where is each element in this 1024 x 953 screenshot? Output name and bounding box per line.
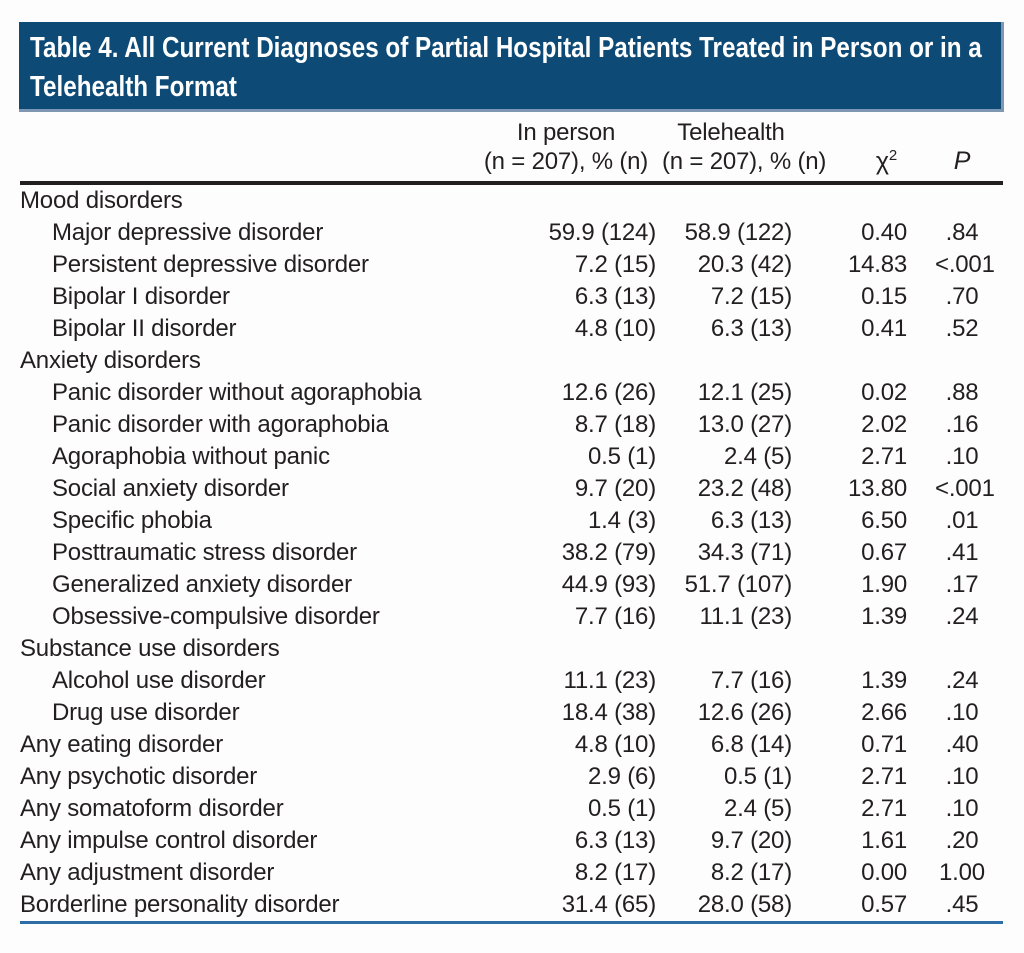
table-row	[20, 441, 1003, 473]
in-person-cell: 11.1 (23)	[563, 667, 656, 694]
table-row	[20, 281, 1003, 313]
in-person-cell: 8.7 (18)	[574, 411, 656, 438]
row-label-cell: Mood disorders	[20, 187, 183, 214]
table-row	[20, 537, 1003, 569]
row-label-cell: Bipolar I disorder	[52, 283, 230, 310]
table-row	[20, 889, 1003, 923]
diagnoses-table-container	[20, 112, 1003, 924]
table-row	[20, 793, 1003, 825]
table-row	[20, 601, 1003, 633]
in-person-cell: 44.9 (93)	[561, 571, 656, 598]
row-label-cell: Substance use disorders	[20, 635, 280, 662]
row-label-cell: Any adjustment disorder	[20, 859, 275, 886]
row-label-cell: Alcohol use disorder	[52, 667, 266, 694]
p-value-cell: .10	[945, 795, 979, 822]
p-value-cell	[935, 345, 1003, 377]
p-value-cell: .01	[945, 507, 979, 534]
telehealth-cell	[662, 345, 800, 377]
p-value-cell: .70	[945, 283, 979, 310]
row-label-cell: Specific phobia	[52, 507, 212, 534]
table-row	[20, 249, 1003, 281]
in-person-cell: 12.6 (26)	[561, 379, 656, 406]
table-row	[20, 409, 1003, 441]
in-person-cell: 9.7 (20)	[574, 475, 656, 502]
chi-symbol: χ	[875, 147, 889, 175]
table-row	[20, 505, 1003, 537]
row-label-cell: Any eating disorder	[20, 731, 223, 758]
chi-square-cell: 0.57	[861, 891, 907, 918]
row-label-cell: Obsessive-compulsive disorder	[52, 603, 380, 630]
telehealth-cell: 58.9 (122)	[684, 219, 792, 246]
telehealth-cell: 7.2 (15)	[710, 283, 792, 310]
header-p-value	[935, 112, 1003, 183]
row-label-cell: Anxiety disorders	[20, 347, 201, 374]
in-person-cell: 7.2 (15)	[574, 251, 656, 278]
table-row	[20, 569, 1003, 601]
chi-exponent: 2	[888, 146, 897, 164]
telehealth-cell: 2.4 (5)	[724, 795, 792, 822]
row-label-cell: Panic disorder without agoraphobia	[52, 379, 422, 406]
table-row	[20, 665, 1003, 697]
chi-square-cell: 0.00	[861, 859, 907, 886]
p-value-cell: .20	[945, 827, 979, 854]
p-value-cell: .10	[945, 763, 979, 790]
p-value-cell: .40	[945, 731, 979, 758]
section-row	[20, 183, 1003, 217]
in-person-cell: 2.9 (6)	[588, 763, 656, 790]
row-label-cell: Any somatoform disorder	[20, 795, 284, 822]
in-person-cell: 0.5 (1)	[588, 443, 656, 470]
table-title-bar	[19, 22, 1004, 112]
table-row	[20, 217, 1003, 249]
chi-square-cell: 0.71	[861, 731, 907, 758]
chi-square-cell: 0.67	[861, 539, 907, 566]
chi-square-cell	[800, 633, 935, 665]
p-value-cell: .24	[945, 603, 979, 630]
chi-square-cell: 1.39	[861, 667, 907, 694]
row-label-cell: Borderline personality disorder	[20, 891, 340, 918]
in-person-cell: 7.7 (16)	[574, 603, 656, 630]
telehealth-cell: 2.4 (5)	[724, 443, 792, 470]
chi-square-cell: 13.80	[847, 475, 907, 502]
telehealth-cell: 23.2 (48)	[697, 475, 792, 502]
telehealth-cell: 34.3 (71)	[697, 539, 792, 566]
telehealth-cell: 13.0 (27)	[697, 411, 792, 438]
row-label-cell: Generalized anxiety disorder	[52, 571, 352, 598]
in-person-cell: 0.5 (1)	[588, 795, 656, 822]
row-label-cell: Bipolar II disorder	[52, 315, 237, 342]
telehealth-cell	[662, 633, 800, 665]
p-value-cell: .24	[945, 667, 979, 694]
in-person-cell: 8.2 (17)	[574, 859, 656, 886]
p-value-cell: .45	[945, 891, 979, 918]
table-row	[20, 473, 1003, 505]
p-value-cell: 1.00	[939, 859, 985, 886]
row-label-cell: Drug use disorder	[52, 699, 240, 726]
table-row	[20, 377, 1003, 409]
chi-square-cell: 2.71	[861, 763, 907, 790]
chi-square-cell: 2.02	[861, 411, 907, 438]
p-value-cell: .10	[945, 443, 979, 470]
chi-square-cell: 0.40	[861, 219, 907, 246]
telehealth-cell: 20.3 (42)	[697, 251, 792, 278]
header-telehealth-line2: (n = 207), % (n)	[662, 148, 827, 175]
in-person-cell: 6.3 (13)	[574, 827, 656, 854]
header-telehealth-line1: Telehealth	[677, 119, 785, 146]
in-person-cell: 6.3 (13)	[574, 283, 656, 310]
telehealth-cell: 6.3 (13)	[710, 315, 792, 342]
chi-square-cell: 1.61	[861, 827, 907, 854]
in-person-cell	[470, 345, 662, 377]
header-in-person-line2: (n = 207), % (n)	[483, 148, 649, 175]
p-value-cell: <.001	[935, 251, 995, 278]
in-person-cell: 4.8 (10)	[574, 315, 656, 342]
header-row-label-spacer	[20, 112, 470, 183]
p-value-cell: <.001	[935, 475, 995, 502]
chi-square-cell: 0.41	[861, 315, 907, 342]
in-person-cell: 18.4 (38)	[561, 699, 656, 726]
row-label-cell: Social anxiety disorder	[52, 475, 289, 502]
row-label-cell: Persistent depressive disorder	[52, 251, 369, 278]
table-row	[20, 825, 1003, 857]
chi-square-cell: 6.50	[861, 507, 907, 534]
in-person-cell: 4.8 (10)	[574, 731, 656, 758]
telehealth-cell: 6.8 (14)	[710, 731, 792, 758]
telehealth-cell: 9.7 (20)	[710, 827, 792, 854]
row-label-cell: Agoraphobia without panic	[52, 443, 330, 470]
chi-square-cell: 2.66	[861, 699, 907, 726]
telehealth-cell: 12.6 (26)	[697, 699, 792, 726]
telehealth-cell	[662, 183, 800, 217]
row-label-cell: Panic disorder with agoraphobia	[52, 411, 389, 438]
chi-square-cell: 0.15	[861, 283, 907, 310]
telehealth-cell: 28.0 (58)	[697, 891, 792, 918]
chi-square-cell: 14.83	[847, 251, 907, 278]
chi-square-cell	[800, 183, 935, 217]
table-row	[20, 761, 1003, 793]
table-row	[20, 857, 1003, 889]
p-value-cell: .84	[945, 219, 979, 246]
telehealth-cell: 8.2 (17)	[710, 859, 792, 886]
p-value-cell: .52	[945, 315, 979, 342]
row-label-cell: Any impulse control disorder	[20, 827, 318, 854]
table-header	[20, 112, 1003, 183]
header-in-person-line1: In person	[516, 119, 616, 146]
header-row	[20, 112, 1003, 183]
row-label-cell: Major depressive disorder	[52, 219, 324, 246]
p-value-cell: .41	[945, 539, 979, 566]
section-row	[20, 345, 1003, 377]
in-person-cell	[470, 183, 662, 217]
telehealth-cell: 0.5 (1)	[724, 763, 792, 790]
row-label-cell: Posttraumatic stress disorder	[52, 539, 357, 566]
header-telehealth	[662, 112, 827, 183]
telehealth-cell: 51.7 (107)	[684, 571, 792, 598]
chi-square-cell: 0.02	[861, 379, 907, 406]
table-title: Table 4. All Current Diagnoses of Partial Hospital Patients Treated in Person or in a Telehealth Format	[30, 32, 982, 103]
p-value-cell: .88	[945, 379, 979, 406]
p-value-cell: .17	[945, 571, 979, 598]
table-row	[20, 729, 1003, 761]
in-person-cell: 38.2 (79)	[561, 539, 656, 566]
section-row	[20, 633, 1003, 665]
in-person-cell	[470, 633, 662, 665]
p-value-cell: .16	[945, 411, 979, 438]
p-value-cell	[935, 633, 1003, 665]
chi-square-cell: 2.71	[861, 795, 907, 822]
table-row	[20, 313, 1003, 345]
p-value-cell: .10	[945, 699, 979, 726]
telehealth-cell: 12.1 (25)	[697, 379, 792, 406]
chi-square-cell: 1.39	[861, 603, 907, 630]
chi-square-cell: 2.71	[861, 443, 907, 470]
telehealth-cell: 7.7 (16)	[710, 667, 792, 694]
p-value-cell	[935, 183, 1003, 217]
table-body	[20, 183, 1003, 923]
in-person-cell: 59.9 (124)	[548, 219, 656, 246]
chi-square-cell	[800, 345, 935, 377]
in-person-cell: 1.4 (3)	[588, 507, 656, 534]
in-person-cell: 31.4 (65)	[561, 891, 656, 918]
header-in-person	[470, 112, 662, 183]
table-row	[20, 697, 1003, 729]
chi-square-cell: 1.90	[861, 571, 907, 598]
diagnoses-table	[20, 112, 1003, 924]
telehealth-cell: 6.3 (13)	[710, 507, 792, 534]
telehealth-cell: 11.1 (23)	[699, 603, 792, 630]
p-label: P	[953, 147, 971, 175]
row-label-cell: Any psychotic disorder	[20, 763, 258, 790]
